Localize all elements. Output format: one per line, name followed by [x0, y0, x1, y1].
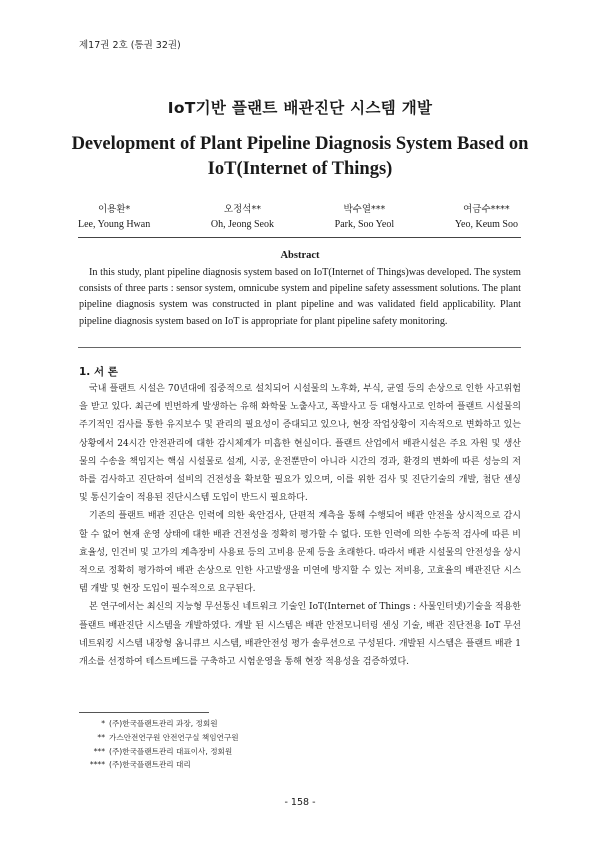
author-name-english: Lee, Young Hwan [78, 219, 151, 230]
author-name-english: Yeo, Keum Soo [454, 219, 518, 230]
footnote-mark: ** [97, 732, 105, 742]
divider-abstract [78, 347, 521, 348]
footnote-text: (주)한국플랜트관리 과장, 정회원 [109, 719, 218, 728]
author-list [78, 201, 518, 230]
body-paragraph: 기존의 플랜트 배관 진단은 인력에 의한 육안검사, 단편적 계측을 통해 수행되어 배관 안전을 상시적으로 감시할 수 없어 현재 운영 상태에 대한 배관 건전성을 정확히 평가할 수 없다. 또한 인력에 의한 수동적 검사에 따른 비효율성, 인건비 및 고가의 계측장비 사용료 등의 고비용 문제 등을 초래한다. 따라서 배관 시설물의 안전성을 상시적으로 정확히 평가하여 배관 손상으로 인한 사고발생을 미연에 방지할 수 있는 저비용, 고효율의 배관진단 시스템 개발 및 현장 도입이 필수적으로 요구된다. [79, 511, 521, 595]
footnote [79, 717, 239, 731]
author-3 [335, 201, 394, 230]
footnote-text: (주)한국플랜트관리 대표이사, 정회원 [109, 746, 233, 756]
title-korean: IoT기반 플랜트 배관진단 시스템 개발 [167, 99, 433, 117]
footnote-divider [79, 712, 209, 713]
section-body [79, 380, 521, 671]
abstract-heading: Abstract [280, 250, 320, 261]
footnote [79, 731, 239, 745]
author-name-korean: 박수열*** [343, 204, 386, 215]
footnote [79, 745, 239, 759]
footnote-mark: * [101, 719, 105, 728]
body-paragraph: 본 연구에서는 최신의 지능형 무선통신 네트워크 기술인 IoT(Internet of Things : 사물인터넷)기술을 적용한 플랜트 배관진단 시스템을 개발하였다. 개발 된 시스템은 배관 안전모니터링 센싱 기술, 배관 진단전용 IoT 무선 네트워킹 시스템 내장형 옴니큐브 시스템, 배관안전성 평가 솔루션으로 구성된다. 개발된 시스템은 플랜트 배관 1개소를 선정하여 테스트베드를 구축하고 시험운영을 통해 현장 적용성을 검증하였다. [79, 602, 521, 668]
page-number: - 158 - [284, 797, 316, 808]
author-name-english: Oh, Jeong Seok [210, 219, 274, 230]
footnote-mark: **** [89, 760, 105, 770]
author-4 [455, 201, 518, 230]
body-paragraph: 국내 플랜트 시설은 70년대에 집중적으로 설치되어 시설물의 노후화, 부식, 균열 등의 손상으로 인한 사고위험을 받고 있다. 최근에 빈번하게 발생하는 유해 화학물 노출사고, 폭발사고 등 대형사고로 인하여 플랜트 시설물의 주기적인 검사를 통한 유지보수 및 관리의 필요성이 증대되고 있으나, 현장 작업상황이 지속적으로 변화하고 있는 상황에서 24시간 안전관리에 대한 감시체계가 미흡한 현실이다. 플랜트 산업에서 배관시설은 주요 자원 및 생산물의 수송을 책임지는 핵심 시설물로 설계, 시공, 운전뿐만이 아니라 시간의 경과, 환경의 변화에 따른 성능의 저하를 검사하고 진단하여 설비의 건전성을 확보할 필요가 있으며, 이를 위한 검사 및 진단기술의 개발, 첨단 센싱 및 통신기술이 적용된 진단시스템 도입이 반드시 필요하다. [79, 384, 521, 504]
footnote-text: (주)한국플랜트관리 대리 [109, 760, 191, 770]
author-1 [78, 201, 150, 230]
author-name-korean: 여금수**** [463, 204, 510, 215]
author-2 [211, 201, 274, 230]
divider-top [78, 237, 521, 238]
footnote [79, 758, 239, 772]
running-header: 제17권 2호 (통권 32권) [79, 40, 181, 51]
section-heading: 1. 서 론 [79, 366, 118, 378]
footnote-mark: *** [93, 746, 105, 756]
title-english: Development of Plant Pipeline Diagnosis System Based on IoT(Internet of Things) [71, 134, 529, 179]
author-name-korean: 이용환* [97, 204, 131, 215]
author-name-english: Park, Soo Yeol [334, 219, 395, 230]
author-name-korean: 오정석** [223, 204, 261, 215]
footnotes [79, 717, 239, 772]
abstract-text: In this study, plant pipeline diagnosis system based on IoT(Internet of Things)was developed. The system consists of three parts : sensor system, omnicube system and pipeline safety assessment solutions. The plant pipeline diagnosis system was constructed in plant pipeline and was validated field applicability. Plant pipeline diagnosis system based on IoT is appropriate for plant pipeline safety monitoring. [79, 267, 521, 327]
footnote-text: 가스안전연구원 안전연구실 책임연구원 [109, 732, 239, 742]
